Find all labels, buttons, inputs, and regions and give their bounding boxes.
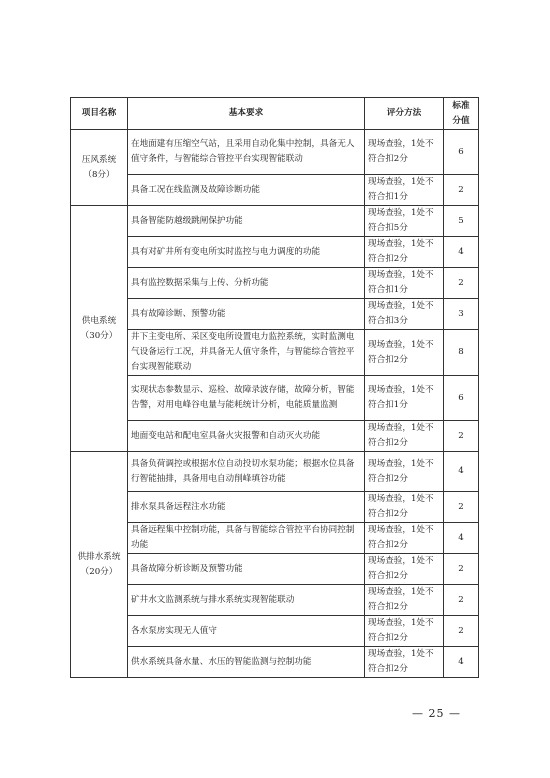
requirement-cell: 具备负荷调控或根据水位自动投切水泵功能；根据水位具备行智能抽排，具备用电自动削峰填谷功能 bbox=[128, 452, 365, 492]
score-cell: 2 bbox=[444, 616, 479, 647]
scoring-method-cell: 现场查验，1处不符合扣1分 bbox=[365, 376, 444, 421]
scoring-method-cell: 现场查验，1处不符合扣2分 bbox=[365, 523, 444, 554]
table-row bbox=[71, 206, 479, 237]
scoring-method-cell: 现场查验，1处不符合扣1分 bbox=[365, 175, 444, 206]
score-cell: 2 bbox=[444, 554, 479, 585]
requirement-cell: 在地面建有压缩空气站，且采用自动化集中控制，具备无人值守条件，与智能综合管控平台实现智能联动 bbox=[128, 130, 365, 175]
table-row bbox=[71, 647, 479, 678]
scoring-method-cell: 现场查验，1处不符合扣2分 bbox=[365, 330, 444, 376]
project-name-cell bbox=[71, 206, 128, 452]
header-score-line2: 分值 bbox=[452, 115, 470, 126]
score-cell: 5 bbox=[444, 206, 479, 237]
score-cell: 2 bbox=[444, 492, 479, 523]
scoring-method-cell: 现场查验，1处不符合扣2分 bbox=[365, 554, 444, 585]
table-row bbox=[71, 330, 479, 376]
scoring-method-cell: 现场查验，1处不符合扣2分 bbox=[365, 647, 444, 678]
scoring-method-cell: 现场查验，1处不符合扣5分 bbox=[365, 206, 444, 237]
table-row bbox=[71, 237, 479, 268]
scoring-method-cell: 现场查验，1处不符合扣2分 bbox=[365, 452, 444, 492]
requirement-cell: 各水泵房实现无人值守 bbox=[128, 616, 365, 647]
scoring-method-cell: 现场查验，1处不符合扣2分 bbox=[365, 237, 444, 268]
requirement-cell: 具备远程集中控制功能，具备与智能综合管控平台协同控制功能 bbox=[128, 523, 365, 554]
scoring-method-cell: 现场查验，1处不符合扣2分 bbox=[365, 616, 444, 647]
table-row bbox=[71, 130, 479, 175]
table-row bbox=[71, 492, 479, 523]
table-row bbox=[71, 268, 479, 299]
project-points: （30分） bbox=[80, 330, 118, 341]
table-row bbox=[71, 175, 479, 206]
table-row bbox=[71, 616, 479, 647]
requirement-cell: 具有监控数据采集与上传、分析功能 bbox=[128, 268, 365, 299]
requirement-cell: 具有对矿井所有变电所实时监控与电力调度的功能 bbox=[128, 237, 365, 268]
project-name: 压风系统 bbox=[81, 154, 117, 165]
requirement-cell: 实现状态参数显示、巡检、故障录波存储，故障分析，智能告警，对用电峰谷电量与能耗统计分析，电能质量监测 bbox=[128, 376, 365, 421]
score-cell: 3 bbox=[444, 299, 479, 330]
requirement-cell: 具备故障分析诊断及预警功能 bbox=[128, 554, 365, 585]
table-header-row bbox=[71, 98, 479, 130]
score-cell: 2 bbox=[444, 585, 479, 616]
requirement-cell: 供水系统具备水量、水压的智能监测与控制功能 bbox=[128, 647, 365, 678]
table-row bbox=[71, 585, 479, 616]
requirement-cell: 地面变电站和配电室具备火灾报警和自动灭火功能 bbox=[128, 421, 365, 452]
project-points: （8分） bbox=[83, 169, 115, 180]
requirement-cell: 具备智能防越级跳闸保护功能 bbox=[128, 206, 365, 237]
score-cell: 4 bbox=[444, 237, 479, 268]
header-score-line1: 标准 bbox=[452, 100, 470, 111]
scoring-method-cell: 现场查验，1处不符合扣3分 bbox=[365, 299, 444, 330]
evaluation-table bbox=[70, 97, 479, 678]
project-name-cell bbox=[71, 130, 128, 206]
scoring-method-cell: 现场查验，1处不符合扣1分 bbox=[365, 268, 444, 299]
header-basic-requirements: 基本要求 bbox=[128, 98, 365, 130]
project-name-cell bbox=[71, 452, 128, 678]
table-row bbox=[71, 554, 479, 585]
requirement-cell: 具有故障诊断、预警功能 bbox=[128, 299, 365, 330]
table-row bbox=[71, 299, 479, 330]
score-cell: 6 bbox=[444, 130, 479, 175]
header-project-name: 项目名称 bbox=[71, 98, 128, 130]
scoring-method-cell: 现场查验，1处不符合扣2分 bbox=[365, 421, 444, 452]
requirement-cell: 矿井水文监测系统与排水系统实现智能联动 bbox=[128, 585, 365, 616]
table-row bbox=[71, 421, 479, 452]
header-scoring-method: 评分方法 bbox=[365, 98, 444, 130]
score-cell: 2 bbox=[444, 175, 479, 206]
table-row bbox=[71, 376, 479, 421]
score-cell: 4 bbox=[444, 647, 479, 678]
table-body bbox=[71, 130, 479, 678]
requirement-cell: 井下主变电所、采区变电所设置电力监控系统，实时监测电气设备运行工况，并具备无人值守条件，与智能综合管控平台实现智能联动 bbox=[128, 330, 365, 376]
project-name: 供排水系统 bbox=[77, 551, 121, 562]
table-row bbox=[71, 523, 479, 554]
score-cell: 2 bbox=[444, 268, 479, 299]
scoring-method-cell: 现场查验，1处不符合扣2分 bbox=[365, 585, 444, 616]
score-cell: 4 bbox=[444, 452, 479, 492]
score-cell: 2 bbox=[444, 421, 479, 452]
requirement-cell: 排水泵具备远程注水功能 bbox=[128, 492, 365, 523]
project-name: 供电系统 bbox=[81, 315, 117, 326]
page-number: — 25 — bbox=[412, 707, 461, 720]
requirement-cell: 具备工况在线监测及故障诊断功能 bbox=[128, 175, 365, 206]
score-cell: 4 bbox=[444, 523, 479, 554]
score-cell: 6 bbox=[444, 376, 479, 421]
header-standard-score bbox=[444, 98, 479, 130]
table-row bbox=[71, 452, 479, 492]
score-cell: 8 bbox=[444, 330, 479, 376]
scoring-method-cell: 现场查验，1处不符合扣2分 bbox=[365, 492, 444, 523]
scoring-method-cell: 现场查验，1处不符合扣2分 bbox=[365, 130, 444, 175]
project-points: （20分） bbox=[80, 566, 118, 577]
